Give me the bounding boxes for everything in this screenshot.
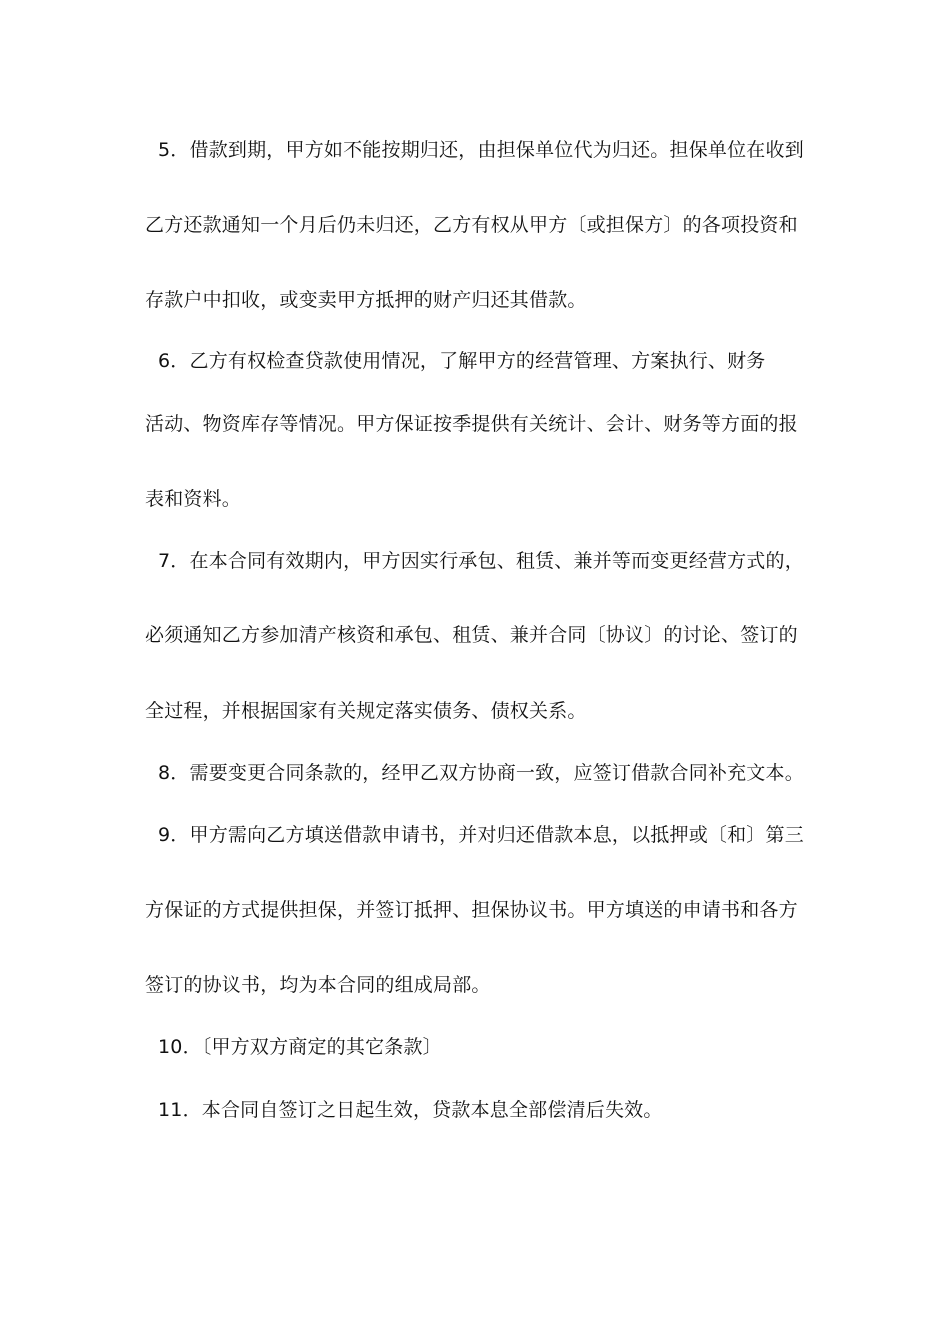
clause-8-line-1: 8．需要变更合同条款的，经甲乙双方协商一致，应签订借款合同补充文本。 bbox=[158, 762, 804, 784]
clause-7-line-2: 必须通知乙方参加清产核资和承包、租赁、兼并合同〔协议〕的讨论、签订的 bbox=[145, 624, 798, 646]
clause-6-line-3: 表和资料。 bbox=[145, 488, 242, 510]
clause-10-line-1: 10．〔甲方双方商定的其它条款〕 bbox=[158, 1036, 442, 1058]
clause-11-line-1: 11．本合同自签订之日起生效，贷款本息全部偿清后失效。 bbox=[158, 1099, 663, 1121]
clause-9-line-3: 签订的协议书，均为本合同的组成局部。 bbox=[145, 974, 491, 996]
clause-5-line-3: 存款户中扣收，或变卖甲方抵押的财产归还其借款。 bbox=[145, 289, 587, 311]
clause-7-line-3: 全过程，并根据国家有关规定落实债务、债权关系。 bbox=[145, 700, 587, 722]
clause-9-line-1: 9．甲方需向乙方填送借款申请书，并对归还借款本息，以抵押或〔和〕第三 bbox=[158, 824, 804, 846]
clause-9-line-2: 方保证的方式提供担保，并签订抵押、担保协议书。甲方填送的申请书和各方 bbox=[145, 899, 798, 921]
clause-6-line-1: 6．乙方有权检查贷款使用情况，了解甲方的经营管理、方案执行、财务 bbox=[158, 350, 766, 372]
clause-5-line-2: 乙方还款通知一个月后仍未归还，乙方有权从甲方〔或担保方〕的各项投资和 bbox=[145, 214, 798, 236]
clause-7-line-1: 7．在本合同有效期内，甲方因实行承包、租赁、兼并等而变更经营方式的， bbox=[158, 550, 804, 572]
clause-5-line-1: 5．借款到期，甲方如不能按期归还，由担保单位代为归还。担保单位在收到 bbox=[158, 139, 804, 161]
clause-6-line-2: 活动、物资库存等情况。甲方保证按季提供有关统计、会计、财务等方面的报 bbox=[145, 413, 798, 435]
